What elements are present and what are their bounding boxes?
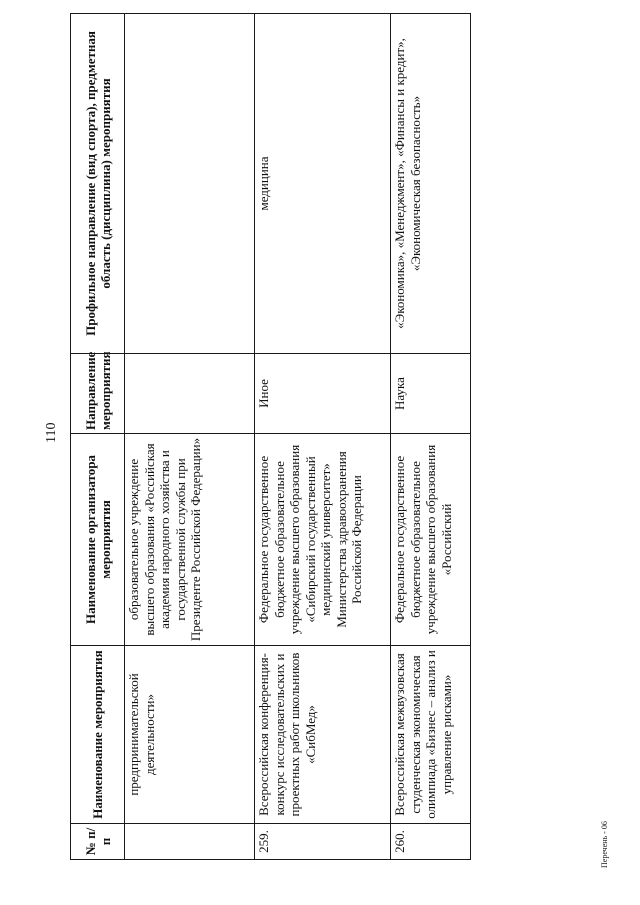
events-table-rotated [70,14,470,860]
table-row [391,14,471,860]
header-num: № п/п [71,824,125,860]
events-table [70,13,471,860]
table-header-row [71,14,125,860]
row-direction: Наука [391,354,471,434]
row-num: 259. [255,824,391,860]
header-name: Наименование мероприятия [71,646,125,824]
row-event-name: Всероссийская конференция-конкурс исследовательских и проектных работ школьников «СибМед» [255,646,391,824]
footer-code: Перечень - 06 [600,821,609,868]
row-organizer: образовательное учреждение высшего образования «Российская академия народного хозяйства и государственной службы при Президенте Российской Федерации» [125,434,255,646]
table-row [125,14,255,860]
page-number: 110 [44,422,59,443]
row-profile [125,14,255,354]
row-organizer: Федеральное государственное бюджетное образовательное учреждение высшего образования «Сибирский государственный медицинский университет» Министерства здравоохранения Российской Федерации [255,434,391,646]
row-event-name: предпринимательской деятельности» [125,646,255,824]
row-num [125,824,255,860]
row-direction: Иное [255,354,391,434]
row-organizer: Федеральное государственное бюджетное образовательное учреждение высшего образования «Российский [391,434,471,646]
header-profile: Профильное направление (вид спорта), предметная область (дисциплина) мероприятия [71,14,125,354]
row-event-name: Всероссийская межвузовская студенческая экономическая олимпиада «Бизнес – анализ и управление рисками» [391,646,471,824]
header-direction: Направление мероприятия [71,354,125,434]
row-direction [125,354,255,434]
header-organizer: Наименование организатора мероприятия [71,434,125,646]
row-profile: медицина [255,14,391,354]
row-num: 260. [391,824,471,860]
row-profile: «Экономика», «Менеджмент», «Финансы и кредит», «Экономическая безопасность» [391,14,471,354]
table-row [255,14,391,860]
